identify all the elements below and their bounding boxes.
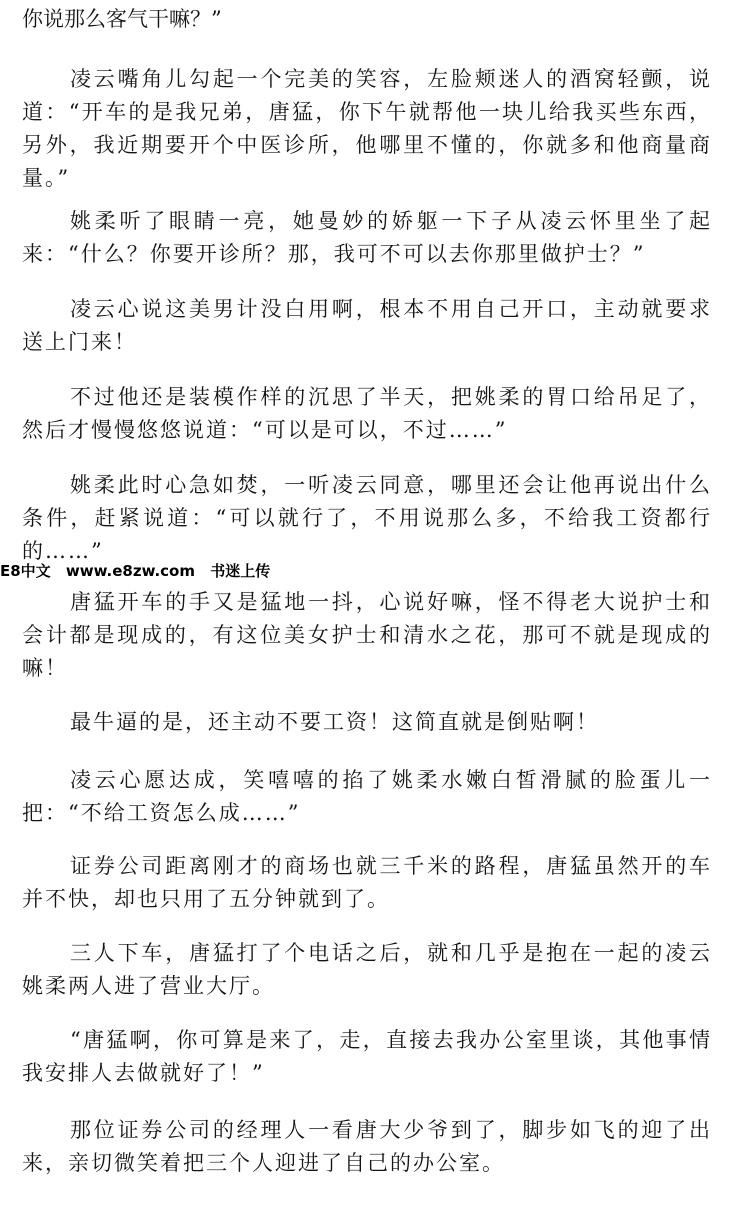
watermark-tagline: 书迷上传 bbox=[210, 562, 271, 580]
first-line: 你说那么客气干嘛？” bbox=[22, 7, 222, 31]
paragraph-3: 凌云心说这美男计没白用啊，根本不用自己开口，主动就要求送上门来！ bbox=[22, 297, 712, 354]
paragraph-10: 三人下车，唐猛打了个电话之后，就和几乎是抱在一起的凌云姚柔两人进了营业大厅。 bbox=[22, 941, 712, 998]
paragraph-12: 那位证券公司的经理人一看唐大少爷到了，脚步如飞的迎了出来，亲切微笑着把三个人迎进了自己的办公室。 bbox=[22, 1118, 712, 1175]
paragraph-11: “唐猛啊，你可算是来了，走，直接去我办公室里谈，其他事情我安排人去做就好了！” bbox=[22, 1028, 712, 1085]
paragraph-8: 凌云心愿达成，笑嘻嘻的掐了姚柔水嫩白皙滑腻的脸蛋儿一把：“不给工资怎么成……” bbox=[22, 768, 712, 825]
paragraph-4: 不过他还是装模作样的沉思了半天，把姚柔的胃口给吊足了，然后才慢慢悠悠说道：“可以是可以，不过……” bbox=[22, 385, 712, 442]
paragraph-7: 最牛逼的是，还主动不要工资！这简直就是倒贴啊！ bbox=[70, 710, 599, 734]
paragraph-1: 凌云嘴角儿勾起一个完美的笑容，左脸颊迷人的酒窝轻颤，说道：“开车的是我兄弟，唐猛，你下午就帮他一块儿给我买些东西，另外，我近期要开个中医诊所，他哪里不懂的，你就多和他商量商量。” bbox=[22, 67, 712, 190]
site-watermark bbox=[0, 560, 280, 582]
paragraph-6: 唐猛开车的手又是猛地一抖，心说好嘛，怪不得老大说护士和会计都是现成的，有这位美女护士和清水之花，那可不就是现成的嘛！ bbox=[22, 590, 712, 680]
watermark-url: www.e8zw.com bbox=[65, 562, 195, 580]
paragraph-2: 姚柔听了眼睛一亮，她曼妙的娇躯一下子从凌云怀里坐了起来：“什么？你要开诊所？那，我可不可以去你那里做护士？” bbox=[22, 209, 712, 266]
paragraph-9: 证券公司距离刚才的商场也就三千米的路程，唐猛虽然开的车并不快，却也只用了五分钟就到了。 bbox=[22, 854, 712, 911]
watermark-site-name: E8中文 bbox=[0, 562, 51, 580]
paragraph-5: 姚柔此时心急如焚，一听凌云同意，哪里还会让他再说出什么条件，赶紧说道：“可以就行了，不用说那么多，不给我工资都行的……” bbox=[22, 473, 712, 563]
